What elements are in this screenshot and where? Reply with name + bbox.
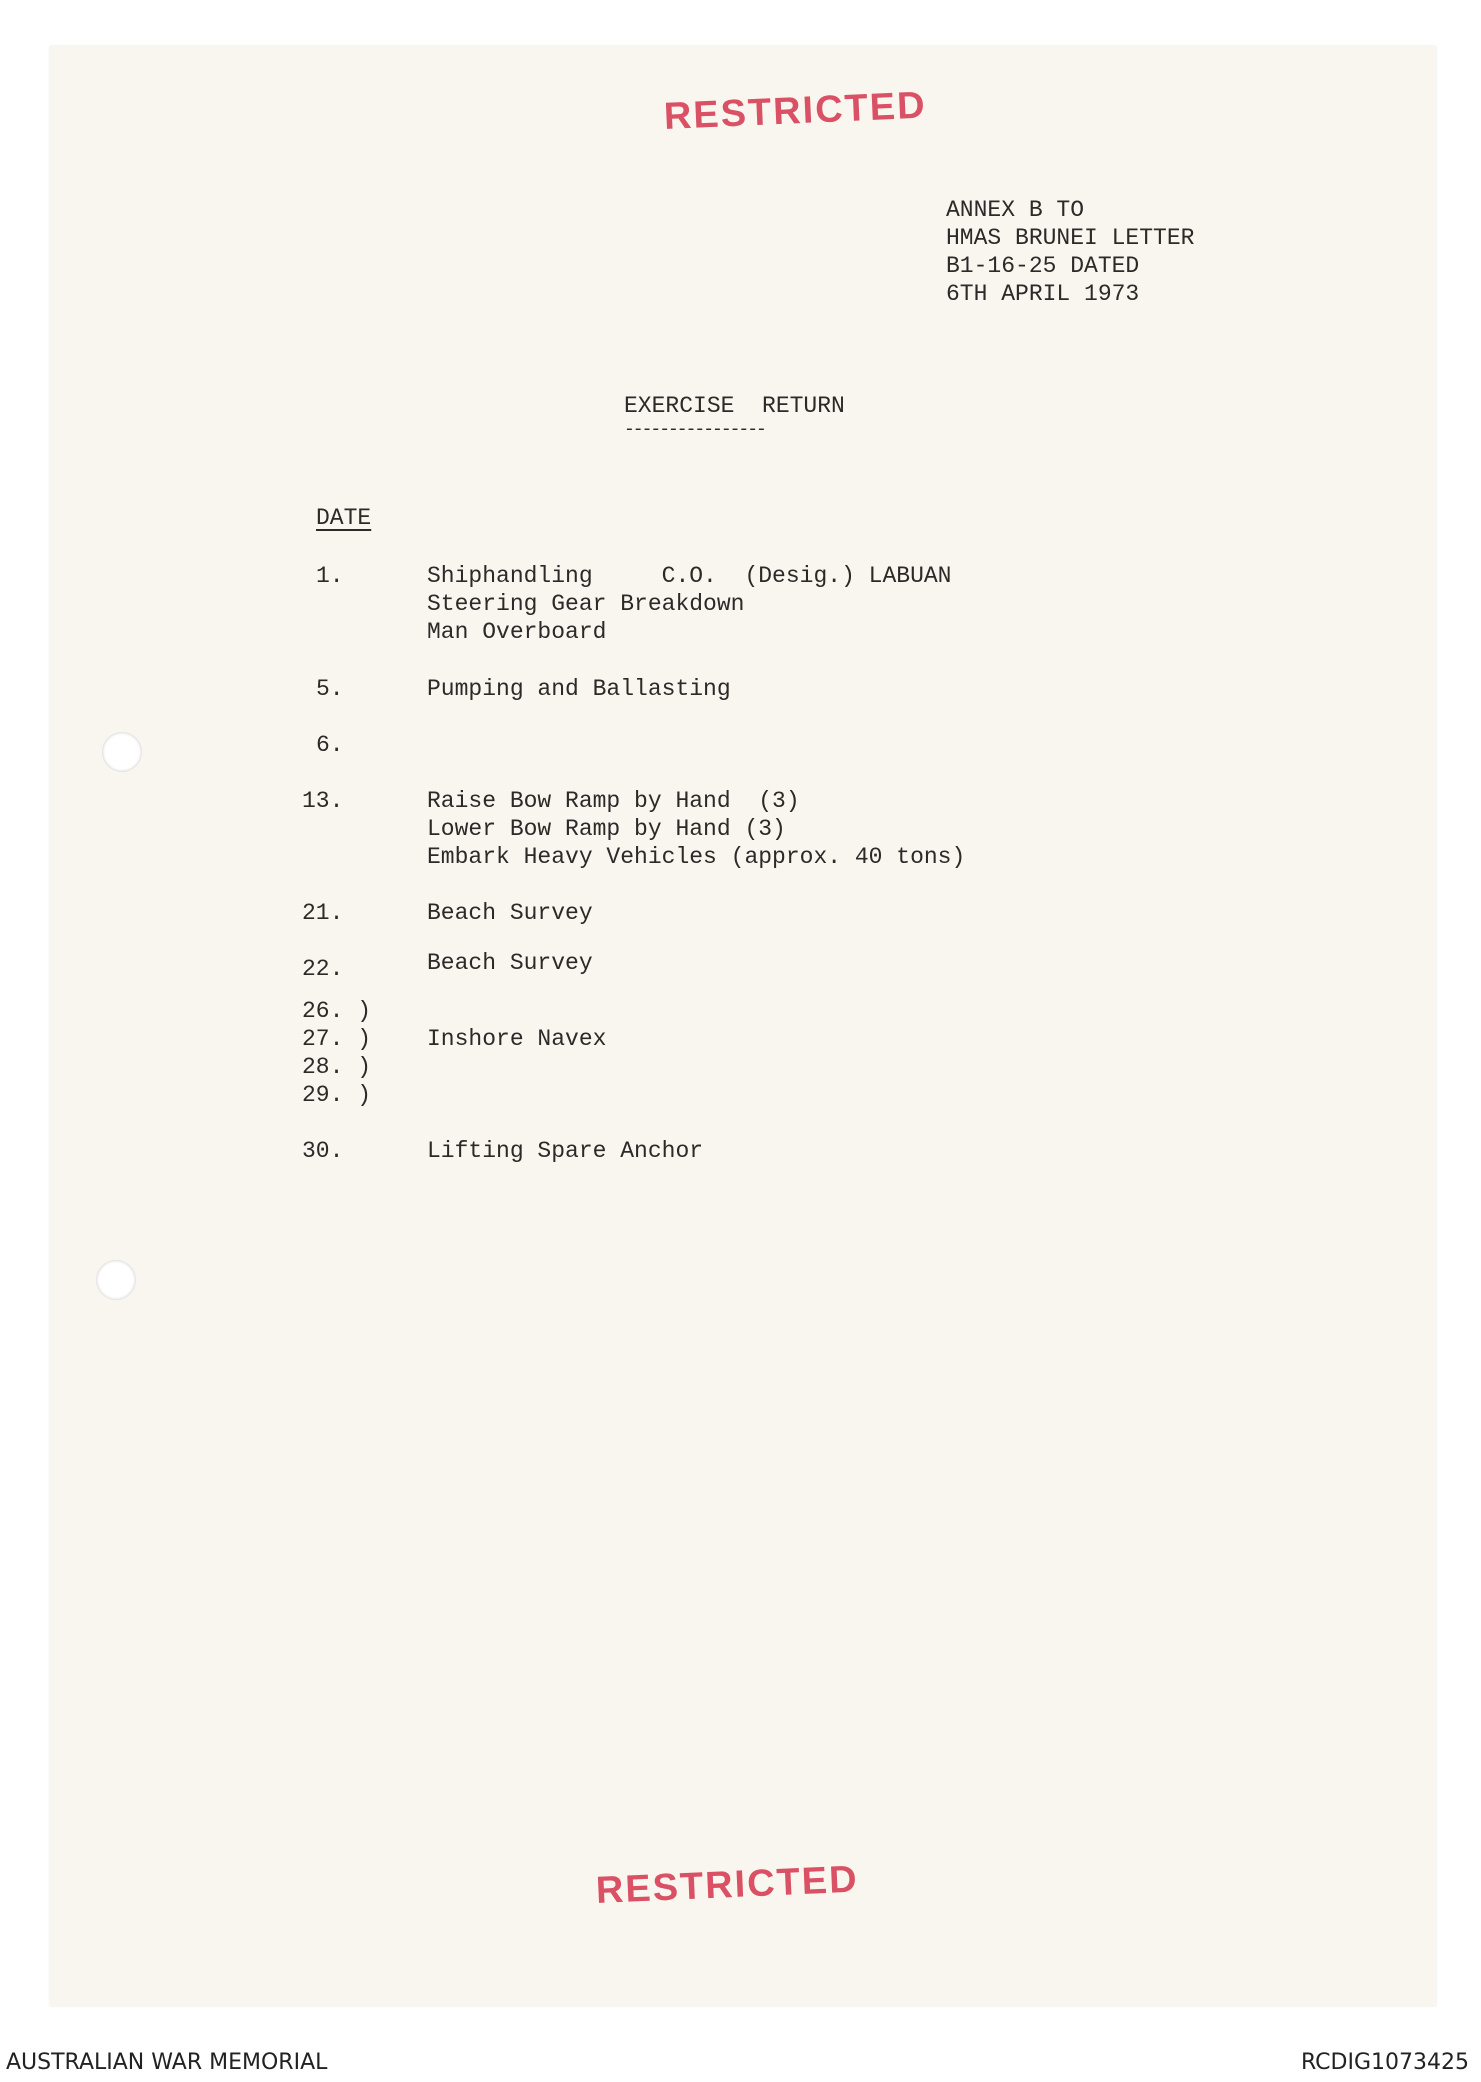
entry-date: 6. xyxy=(316,732,344,758)
footer-record-id: RCDIG1073425 xyxy=(1300,2050,1469,2075)
entry-date: 28. ) xyxy=(302,1054,372,1080)
entry-text: Pumping and Ballasting xyxy=(427,676,731,702)
entry-text: Lower Bow Ramp by Hand (3) xyxy=(427,816,786,842)
entry-date: 27. ) xyxy=(302,1026,372,1052)
title-rule: ---------------- xyxy=(624,420,765,440)
restricted-stamp-top: RESTRICTED xyxy=(663,84,928,138)
entry-date: 22. xyxy=(302,956,344,982)
entry-text: Shiphandling C.O. (Desig.) LABUAN xyxy=(427,563,952,589)
annex-line-3: B1-16-25 DATED xyxy=(946,253,1140,279)
entry-date: 1. xyxy=(316,563,344,589)
document-page xyxy=(50,46,1436,2006)
entry-date: 13. xyxy=(302,788,344,814)
footer-source: AUSTRALIAN WAR MEMORIAL xyxy=(6,2050,328,2075)
date-column-header: DATE xyxy=(316,505,372,531)
entry-text: Embark Heavy Vehicles (approx. 40 tons) xyxy=(427,844,966,870)
annex-line-4: 6TH APRIL 1973 xyxy=(946,281,1140,307)
annex-line-1: ANNEX B TO xyxy=(946,197,1085,223)
punch-hole-bottom xyxy=(96,1260,136,1300)
entry-date: 5. xyxy=(316,676,344,702)
entry-date: 26. ) xyxy=(302,998,372,1024)
punch-hole-top xyxy=(102,732,142,772)
entry-date: 21. xyxy=(302,900,344,926)
entry-text: Inshore Navex xyxy=(427,1026,607,1052)
entry-text: Man Overboard xyxy=(427,619,607,645)
restricted-stamp-bottom: RESTRICTED xyxy=(595,1858,860,1912)
entry-text: Beach Survey xyxy=(427,900,593,926)
entry-text: Beach Survey xyxy=(427,950,593,976)
annex-line-2: HMAS BRUNEI LETTER xyxy=(946,225,1195,251)
entry-text: Steering Gear Breakdown xyxy=(427,591,745,617)
entry-date: 29. ) xyxy=(302,1082,372,1108)
entry-date: 30. xyxy=(302,1138,344,1164)
entry-text: Raise Bow Ramp by Hand (3) xyxy=(427,788,800,814)
page-title: EXERCISE RETURN xyxy=(624,393,845,419)
entry-text: Lifting Spare Anchor xyxy=(427,1138,704,1164)
